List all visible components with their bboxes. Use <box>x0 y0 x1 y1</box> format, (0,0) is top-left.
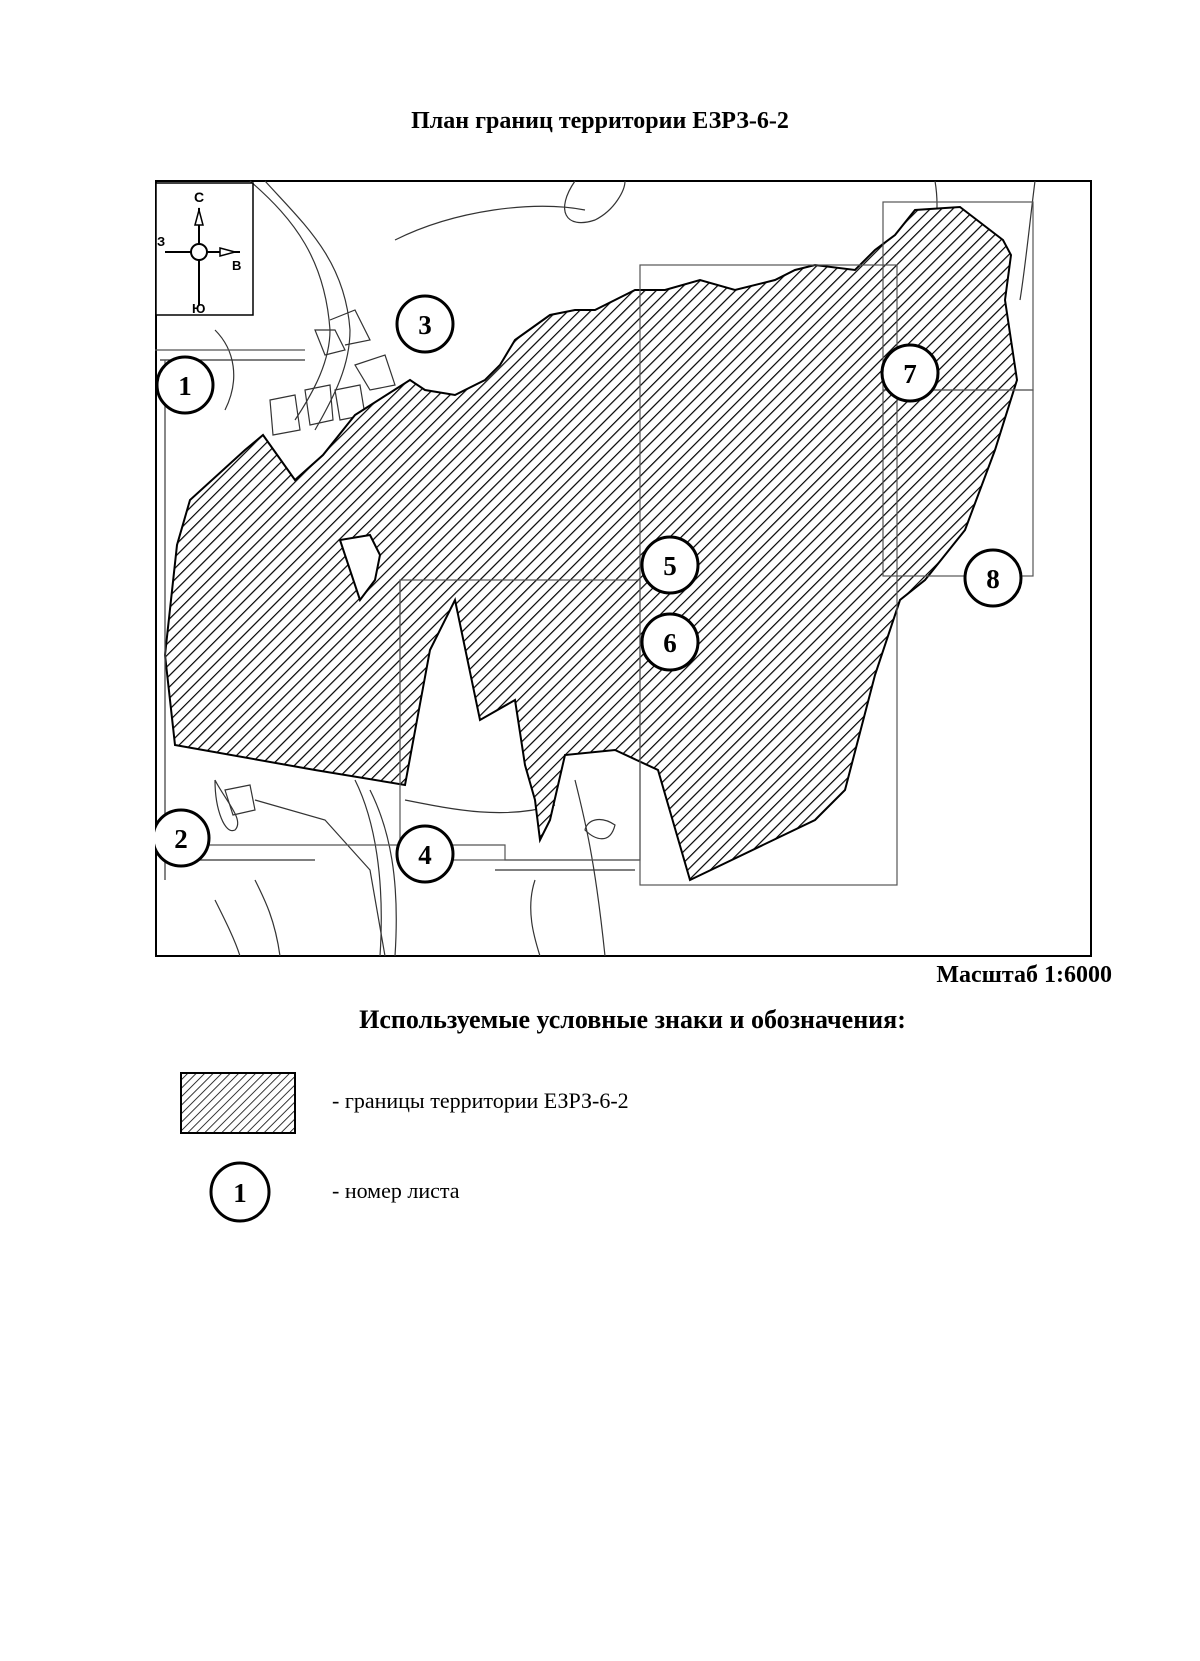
map-scale: Масштаб 1:6000 <box>936 962 1112 988</box>
sheet-marker-8 <box>965 550 1021 606</box>
legend-sheet-number-symbol <box>208 1160 272 1224</box>
sheet-marker-5 <box>642 537 698 593</box>
sheet-number: 7 <box>903 359 917 389</box>
legend-item-sheet-label: - номер листа <box>332 1178 460 1203</box>
compass-north-label: С <box>194 189 205 205</box>
sheet-marker-7 <box>882 345 938 401</box>
legend-item-territory-label: - границы территории ЕЗРЗ-6-2 <box>332 1088 629 1113</box>
sheet-number: 2 <box>174 824 188 854</box>
legend-sheet-number-sample: 1 <box>233 1178 247 1208</box>
sheet-number: 1 <box>178 371 192 401</box>
map-title: План границ территории ЕЗРЗ-6-2 <box>411 108 789 134</box>
compass-rose <box>156 183 253 316</box>
sheet-number: 5 <box>663 551 677 581</box>
sheet-number: 8 <box>986 564 1000 594</box>
sheet-number: 3 <box>418 310 432 340</box>
sheet-marker-4 <box>397 826 453 882</box>
sheet-number: 6 <box>663 628 677 658</box>
sheet-marker-2 <box>155 810 209 866</box>
compass-south-label: Ю <box>192 301 206 316</box>
compass-east-label: В <box>232 258 242 273</box>
legend-title: Используемые условные знаки и обозначения: <box>359 1005 906 1034</box>
sheet-marker-3 <box>397 296 453 352</box>
legend-hatch-swatch <box>180 1072 296 1134</box>
sheet-marker-1 <box>157 357 213 413</box>
sheet-marker-6 <box>642 614 698 670</box>
sheet-number: 4 <box>418 840 432 870</box>
territory-map <box>155 180 1092 958</box>
compass-west-label: З <box>157 234 166 249</box>
